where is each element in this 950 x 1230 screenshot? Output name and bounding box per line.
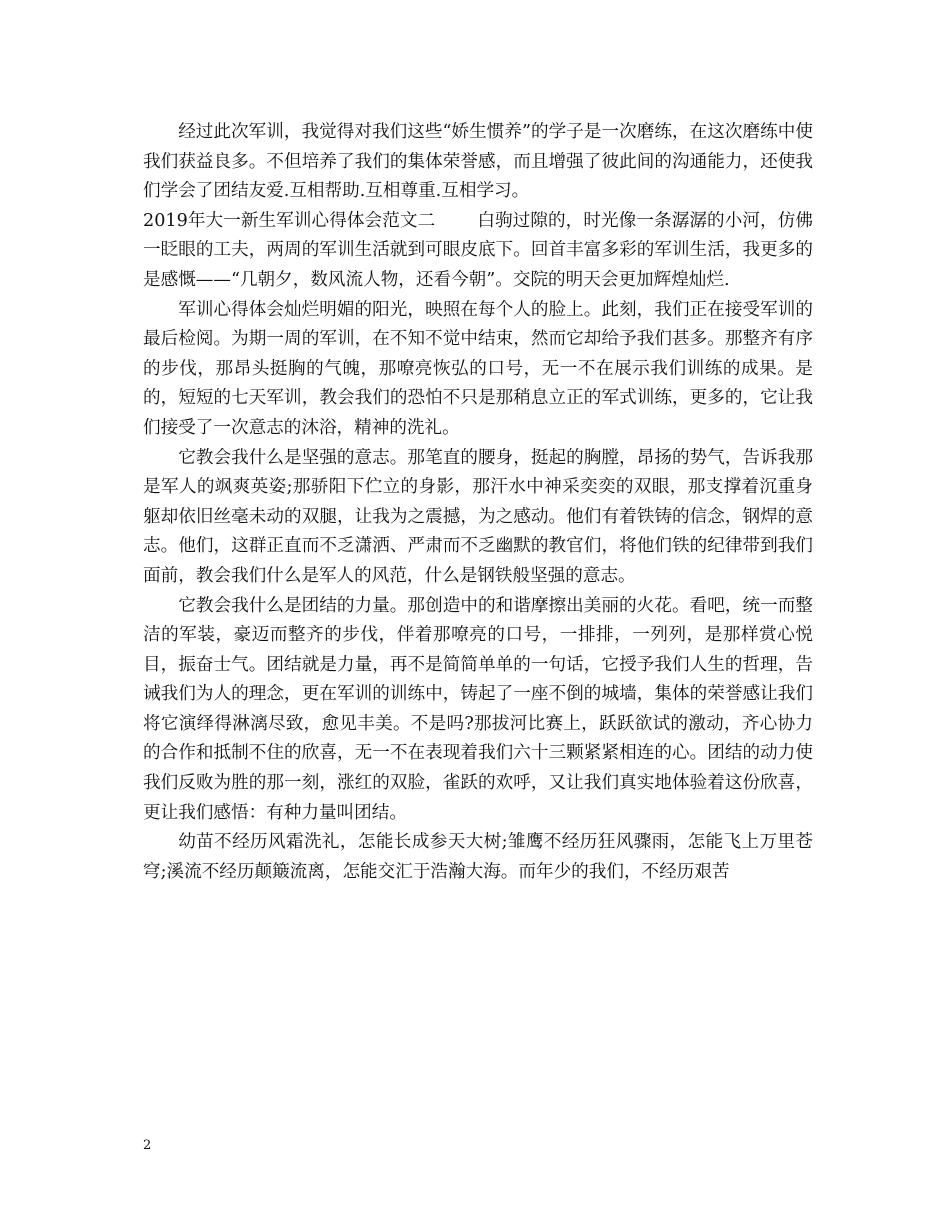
paragraph-2 bbox=[143, 207, 813, 296]
document-body bbox=[143, 118, 813, 887]
paragraph-6: 幼苗不经历风霜洗礼，怎能长成参天大树;雏鹰不经历狂风骤雨，怎能飞上万里苍穹;溪流不经历颠簸流离，怎能交汇于浩瀚大海。而年少的我们，不经历艰苦 bbox=[143, 832, 813, 882]
paragraph-1: 经过此次军训，我觉得对我们这些“娇生惯养”的学子是一次磨练，在这次磨练中使我们获益良多。不但培养了我们的集体荣誉感，而且增强了彼此间的沟通能力，还使我们学会了团结友爱.互相帮助.互相尊重.互相学习。 bbox=[143, 122, 813, 202]
paragraph-2-text: 白驹过隙的，时光像一条潺潺的小河，仿佛一眨眼的工夫，两周的军训生活就到可眼皮底下。回首丰富多彩的军训生活，我更多的是感慨——“几朝夕，数风流人物，还看今朝”。交院的明天会更加辉煌灿烂. bbox=[143, 210, 813, 290]
page-number: 2 bbox=[143, 1138, 152, 1153]
paragraph-4: 它教会我什么是坚强的意志。那笔直的腰身，挺起的胸膛，昂扬的势气，告诉我那是军人的飒爽英姿;那骄阳下伫立的身影，那汗水中神采奕奕的双眼，那支撑着沉重身躯却依旧丝毫未动的双腿，让我为之震撼，为之感动。他们有着铁铸的信念，钢焊的意志。他们，这群正直而不乏潇洒、严肃而不乏幽默的教官们，将他们铁的纪律带到我们面前，教会我们什么是军人的风范，什么是钢铁般坚强的意志。 bbox=[143, 447, 813, 586]
paragraph-3: 军训心得体会灿烂明媚的阳光，映照在每个人的脸上。此刻，我们正在接受军训的最后检阅。为期一周的军训，在不知不觉中结束，然而它却给予我们甚多。那整齐有序的步伐，那昂头挺胸的气魄，那嘹亮恢弘的口号，无一不在展示我们训练的成果。是的，短短的七天军训，教会我们的恐怕不只是那稍息立正的军式训练，更多的，它让我们接受了一次意志的沐浴，精神的洗礼。 bbox=[143, 299, 813, 438]
section-heading: 2019年大一新生军训心得体会范文二 bbox=[143, 210, 436, 231]
paragraph-5: 它教会我什么是团结的力量。那创造中的和谐摩擦出美丽的火花。看吧，统一而整洁的军装，豪迈而整齐的步伐，伴着那嘹亮的口号，一排排，一列列，是那样赏心悦目，振奋士气。团结就是力量，再不是简简单单的一句话，它授予我们人生的哲理，告诫我们为人的理念，更在军训的训练中，铸起了一座不倒的城墙，集体的荣誉感让我们将它演绎得淋漓尽致，愈见丰美。不是吗?那拔河比赛上，跃跃欲试的激动，齐心协力的合作和抵制不住的欣喜，无一不在表现着我们六十三颗紧紧相连的心。团结的动力使我们反败为胜的那一刻，涨红的双脸，雀跃的欢呼，又让我们真实地体验着这份欣喜，更让我们感悟：有种力量叫团结。 bbox=[143, 595, 813, 823]
